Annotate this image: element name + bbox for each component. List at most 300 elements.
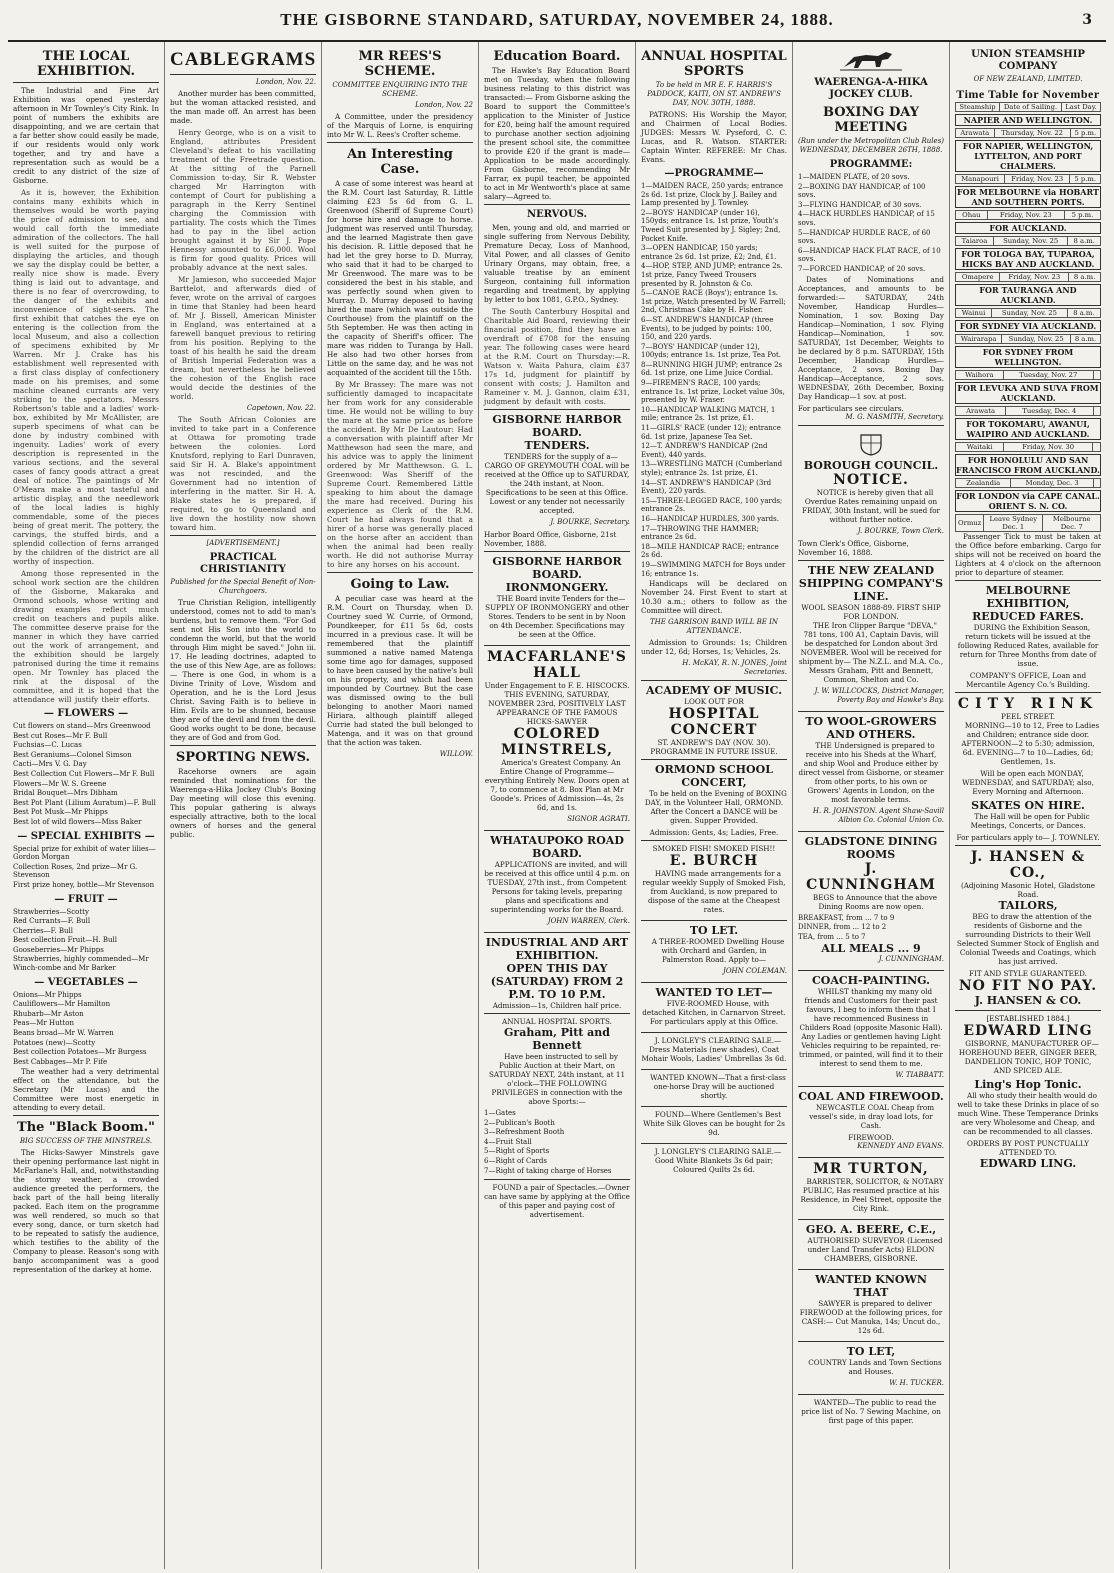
borough-crest-icon: [798, 431, 944, 457]
route-date-cell: Monday, Dec. 3: [1011, 479, 1093, 488]
route-last-cell: 8 a.m.: [1070, 335, 1100, 344]
fit-style-guaranteed: FIT AND STYLE GUARANTEED.: [969, 969, 1087, 978]
cable-para-1: Another murder has been committed, but the woman attacked resisted, and the man made off. An arrest has been made.: [170, 89, 316, 125]
route-last-cell: [1093, 443, 1101, 452]
tenders-office: Harbor Board Office, Gisborne, 21st November, 1888.: [484, 530, 617, 548]
coal-firewood-ad: [798, 1086, 944, 1157]
melbourne-exhibition-text: DURING the Exhibition Season, return tickets will be issued at the following Reduced Rates, available for return for Three Months from date of issue.: [957, 623, 1099, 668]
route-heading: FOR NAPIER, WELLINGTON, LYTTELTON, AND PORT CHALMERS.: [955, 140, 1101, 172]
hospital-sports-heading: ANNUAL HOSPITAL SPORTS: [641, 49, 787, 79]
sports-admission: Admission to Grounds: 1s; Children under 12, 6d; Horses, 1s; Vehicles, 2s.: [641, 638, 787, 657]
edward-ling-heading: EDWARD LING: [963, 1023, 1093, 1039]
hospital-sports-sub: To be held in MR E. F. HARRIS'S PADDOCK, KAITI, ON ST. ANDREW'S DAY, NOV. 30TH, 1888.: [647, 81, 781, 107]
interesting-case-text: A case of some interest was heard at the R.M. Court last Saturday, R. Little claiming £23 5s 6d from G. L. Greenwood (Sheriff of Supreme Court) for horse hire and damage to horse. Judgment was reserved until Thursday, and the learned Magistrate then gave his decision. R. Little deposed that he had let the grey horse to D. Murray, who said that it had to be charged to Mr Greenwood. The mare was to be considered the best in his stable, and was perfectly sound when given to Murray. D. Murray deposed to having hired the mare (which was outside the Courthouse) from the plaintiff on the 5th September. He was then acting in the capacity of Sheriff's officer. The mare was ridden to Turanga by Hall. He also had two other horses from Little on the same day, and he was not acquainted of the accident till the 15th.: [327, 179, 473, 377]
city-rink-days: Will be open each MONDAY, WEDNESDAY, and SATURDAY; also, Every Morning and Afternoon.: [962, 769, 1094, 796]
tailors-heading: TAILORS,: [998, 899, 1058, 912]
turton-text: BARRISTER, SOLICITOR, & NOTARY PUBLIC, Has resumed practice at his Residence, in Peel Street, opposite the City Rink.: [800, 1177, 944, 1214]
list-item: 13—WRESTLING MATCH (Cumberland style); entrance 2s. 1st prize, £1.: [641, 460, 783, 477]
exhibition-para-2: As it is, however, the Exhibition contains many exhibits which in themselves would be worth paying the price of admission to see, and would call forth the immediate admiration of the collectors. The hall is well suited for the purpose of displaying the articles, and though we say the display could be better, a really nice show is made. Every thing is laid out to advantage, and there is no fear of overcrowding, to the danger of the exhibits and inconvenience of sight-seers. The first exhibit that catches the eye on entering is the collection from the local Museum, and also a collection of specimens exhibited by Mr Warren. Mr J. Crake has his establishment well represented with a first class display of confectionery made on his premises, and some machine cleaned currants are very striking to the spectators. Messrs Robertson's table and a ladies' work-box, exhibited by Mr McAllister, are superb specimens of what can be done by industry combined with ingenuity. Ladies' work of every description is represented in the various sections, and the several cases of fancy goods attract a great deal of notice. The paintings of Mr O'Meara make a most tasteful and artistic display, and the needlework of the local ladies is highly commendable, some of the pieces being of great merit. The pottery, the carvings, the stuffed birds, and a splendid collection of ferns arranged by the children of the district are all worthy of inspection.: [13, 188, 159, 566]
beere-heading: GEO. A. BEERE, C.E.,: [805, 1223, 937, 1237]
list-item: Peas—Mr Hutton: [13, 1019, 75, 1028]
timetable-routes: [955, 114, 1101, 532]
smoked-fish-ad: [641, 840, 787, 920]
list-item: Best Cabbages—Mr P. Fife: [13, 1057, 108, 1066]
found-gloves-ad: [641, 1106, 787, 1143]
graham-pitt-bennett-heading: Graham, Pitt and Bennett: [504, 1026, 610, 1052]
hansen-signature: J. HANSEN & CO.: [974, 994, 1082, 1007]
list-item: Best lot of wild flowers—Miss Baker: [13, 817, 142, 826]
academy-of-music-ad: [641, 680, 787, 759]
sewing-machine-text: WANTED—The public to read the price list of No. 7 Sewing Machine, on first page of this paper.: [801, 1398, 941, 1426]
clearing-sale-ad: [641, 1032, 787, 1069]
rees-dateline: London, Nov. 22: [415, 101, 473, 109]
horse-racing-icon: [798, 47, 944, 73]
circulars-note: For particulars see circulars.: [798, 403, 904, 413]
exhibition-para-1: The Industrial and Fine Art Exhibition was opened yesterday afternoon in Mr Townley's City Rink. In point of numbers the exhibits are disappointing, and we are certain that a far better show could easily be made, if our residents would only work together, and try and have a representation such as would be a credit to any district of the size of Gisborne.: [13, 86, 159, 185]
melbourne-exhibition-ad: [955, 580, 1101, 692]
city-rink-hall: The Hall will be open for Public Meetings, Concerts, or Dances.: [970, 812, 1090, 830]
timetable-heading: Time Table for November: [956, 87, 1100, 101]
header-cell: Steamship: [956, 103, 1000, 112]
exhibition-para-3: Among those represented in the school work section are the children of the Gisborne, Makaraka and Ormond schools, whose writing and drawing examples reflect much credit on teachers and pupils alike. The committee deserve praise for the manner in which they have carried out the work of arrangement, and the exhibition should be largely patronised during the time it remains open. Mr Townley has placed the rink at the disposal of the committee, and it is hoped that the attendance will justify their efforts.: [13, 569, 159, 704]
route-heading: FOR TOLOGA BAY, TUPAROA, HICKS BAY AND AUCKLAND.: [955, 248, 1101, 270]
beere-text: AUTHORISED SURVEYOR (Licensed under Land Transfer Acts) ELDON CHAMBERS, GISBORNE.: [807, 1236, 943, 1264]
route-ship-cell: Waitaki: [956, 443, 1004, 452]
advertisement-tag: [ADVERTISEMENT.]: [206, 539, 280, 547]
fruit-heading: — FRUIT —: [54, 893, 118, 905]
fruit-list: [13, 908, 159, 973]
route-date-cell: Thursday, Nov. 22: [994, 129, 1070, 138]
route-heading: FOR MELBOURNE via HOBART AND SOUTHERN PORTS.: [955, 186, 1101, 208]
turton-heading: MR TURTON,: [813, 1161, 929, 1178]
notice-office: Town Clerk's Office, Gisborne, November 16, 1888.: [798, 538, 909, 557]
garrison-band-note: THE GARRISON BAND WILL BE IN ATTENDANCE.: [650, 618, 778, 636]
column-7: [950, 42, 1106, 1569]
route-heading: FOR AUCKLAND.: [955, 222, 1101, 234]
list-item: 3—Refreshment Booth: [484, 1128, 565, 1137]
flowers-list: [13, 722, 159, 827]
skates-on-hire: SKATES ON HIRE.: [971, 799, 1085, 812]
tenders-heading: TENDERS.: [524, 439, 590, 452]
route-heading: FOR LONDON via CAPE CANAL. ORIENT S. N. CO.: [956, 491, 1100, 511]
country-lands-ad: [798, 1341, 944, 1394]
beere-surveyor-ad: [798, 1219, 944, 1269]
shipping-signature: J. W. WILLCOCKS, District Manager, Poverty Bay and Hawke's Bay.: [814, 686, 944, 704]
list-item: Red Currants—F. Bull: [13, 917, 91, 926]
route-last-cell: 8 a.m.: [1067, 309, 1100, 318]
header-cell: Date of Sailing.: [999, 103, 1061, 112]
macfarlanes-hall-signature: SIGNOR AGRATI.: [567, 815, 630, 823]
list-item: 16—HANDICAP HURDLES, 300 yards.: [641, 514, 779, 523]
no-fit-no-pay: NO FIT NO PAY.: [958, 978, 1098, 994]
future-programme-note: PROGRAMME IN FUTURE ISSUE.: [650, 747, 778, 757]
route-date-cell: Friday, Nov. 23: [1000, 273, 1069, 282]
list-item: Strawberries—Scotty: [13, 907, 89, 916]
sporting-news-heading: SPORTING NEWS.: [175, 750, 311, 765]
list-item: 2—BOYS' HANDICAP (under 16), 150yds; entrance 1s. 1st prize, Youth's Tweed Suit presented by J. Sigley; 2nd, Pocket Knife.: [641, 208, 781, 243]
list-item: Cut flowers on stand—Mrs Greenwood: [13, 722, 151, 730]
whataupoko-heading: WHATAUPOKO ROAD BOARD.: [490, 834, 624, 860]
route-date-cell: Sunday, Nov. 25: [992, 309, 1068, 318]
dining-rooms-text: BEGS to Announce that the above Dining Rooms are now open.: [812, 892, 938, 911]
races-list: [798, 173, 944, 274]
list-item: 10—HANDICAP WALKING MATCH, 1 mile; entrance 2s. 1st prize, £1.: [641, 405, 776, 423]
sawyer-text: SAWYER is prepared to deliver FIREWOOD at the following prices, for CASH:— Cut Manuka, 14s; Uncut do., 12s 6d.: [799, 1299, 943, 1336]
harbor-board-heading: GISBORNE HARBOR BOARD.: [492, 413, 622, 439]
jockey-club-heading: WAERENGA-A-HIKA JOCKEY CLUB.: [814, 77, 928, 100]
route-date-cell: Sunday, Nov. 25: [993, 237, 1067, 246]
cable-dateline-2: Capetown, Nov. 22.: [246, 404, 316, 412]
rees-scheme-heading: MR REES'S SCHEME.: [358, 49, 442, 79]
route-heading: NAPIER AND WELLINGTON.: [955, 114, 1101, 126]
cablegrams-heading: CABLEGRAMS: [170, 49, 317, 70]
list-item: Special prize for exhibit of water lilies—Gordon Morgan: [13, 844, 156, 862]
industrial-exhibition-hours: OPEN THIS DAY (SATURDAY) FROM 2 P.M. TO 10 P.M.: [490, 962, 624, 1001]
route-heading: FOR TAURANGA AND AUCKLAND.: [955, 284, 1101, 306]
city-rink-signature: For particulars apply to— J. TOWNLEY.: [956, 833, 1100, 842]
table-row: [955, 514, 1101, 532]
union-steamship-sub: OF NEW ZEALAND, LIMITED.: [973, 75, 1083, 83]
list-item: Onions—Mr Phipps: [13, 990, 82, 999]
ormond-concert-text: To be held on the Evening of BOXING DAY, in the Volunteer Hall, ORMOND. After the Concert a DANCE will be given. Supper Provided.: [644, 789, 787, 826]
interesting-case-text-2: By Mr Brassey: The mare was not sufficiently damaged to incapacitate her from work for any considerable time. He would not be willing to buy the mare at the same price as before the accident. By Mr De Lautour: Had a conversation with plaintiff after Mr Matthewson had seen the mare, and his advice was to apply the liniment ordered by Mr Matthewson. G. L. Greenwood: Was Sheriff of the Supreme Court. Remembered Little speaking to him about the damage the mare had received. During his experience as Clerk of the R.M. Court he had always found that a hirer of a horse was generally placed on the horse after an accident than when the animal had been really worth. He did not authorise Murray to hire any horses on his account.: [327, 380, 473, 569]
ormond-concert-admission: Admission: Gents, 4s; Ladies, Free.: [649, 828, 779, 838]
black-boom-heading: The "Black Boom.": [17, 1120, 155, 1136]
route-ship-cell: Ormuz: [956, 515, 984, 532]
route-ship-cell: Ohau: [956, 211, 988, 220]
rees-scheme-sub: COMMITTEE ENQUIRING INTO THE SCHEME.: [332, 81, 468, 98]
list-item: 19—SWIMMING MATCH for Boys under 16; entrance 1s.: [641, 560, 786, 578]
edward-ling-text: All who study their health would do well to take these Drinks in place of so much Wine. These Temperance Drinks are very Wholesome and Cheap, and can be recommended to all classes.: [957, 1091, 1099, 1136]
list-item: 7—Right of taking charge of Horses: [484, 1166, 612, 1175]
shipping-sub: WOOL SEASON 1888-89. FIRST SHIP FOR LONDON.: [801, 602, 941, 621]
list-item: First prize honey, bottle—Mr Stevenson: [13, 880, 155, 889]
weather-para: The weather had a very detrimental effect on the attendance, but the Secretary (Mr Lucas) and the Committee were most energetic in attending to every detail.: [13, 1067, 159, 1113]
industrial-exhibition-ad: [484, 932, 630, 1013]
route-date-cell: Tuesday, Dec. 4: [1006, 407, 1093, 416]
notice-text: NOTICE is hereby given that all Overdue Rates remaining unpaid on FRIDAY, 30th Instant, will be sued for without further notice.: [801, 487, 940, 524]
list-item: 4—HOP, STEP, AND JUMP; entrance 2s. 1st prize, Fancy Tweed Trousers presented by R. Johnston & Co.: [641, 262, 783, 288]
burch-name: E. BURCH: [669, 853, 759, 870]
list-item: Bridal Bouquet—Mrs Dibham: [13, 789, 118, 798]
practical-christianity-text: True Christian Religion, intelligently understood, comes not to add to man's burdens, but to remove them. "For God sent not His Son into the world to condemn the world, but that the world through Him might be saved." John iii. 17. He leading doctrines, adapted to the use of this New Age, are as follows:— There is one God, in whom is a Divine Trinity of Love, Wisdom and Operation, and he is the Lord Jesus Christ. Saving Faith is to believe in Him. Evils are to be shunned, because they are of the devil and from the devil. Good works ought to be done, because they are of God and from God.: [170, 598, 316, 742]
list-item: 11—GIRLS' RACE (under 12); entrance 6d. 1st prize, Japanese Tea Set.: [641, 424, 781, 441]
special-list: [13, 845, 159, 890]
timetable: [955, 102, 1101, 112]
list-item: Strawberries, highly commended—Mr Winch-combe and Mr Barker: [13, 955, 149, 973]
whataupoko-signature: JOHN WARREN, Clerk.: [547, 917, 630, 925]
practical-christianity-heading: PRACTICAL CHRISTIANITY: [200, 552, 286, 575]
list-item: 17—THROWING THE HAMMER; entrance 2s 6d.: [641, 524, 759, 542]
jockey-club-signature: M. G. NASMITH, Secretary.: [845, 412, 944, 421]
list-item: 5—HANDICAP HURDLE RACE, of 60 sovs.: [798, 228, 931, 246]
list-item: 14—ST. ANDREW'S HANDICAP (3rd Event), 220 yards.: [641, 478, 772, 496]
route-last-cell: 5 p.m.: [1070, 175, 1101, 184]
coal-heading: COAL AND FIREWOOD.: [798, 1090, 944, 1104]
article-signature: WILLOW.: [439, 750, 473, 758]
table-row: [955, 128, 1101, 138]
list-item: Best Pot Plant (Lilium Auratum)—F. Bull: [13, 798, 156, 807]
wanted-to-let-heading: WANTED TO LET—: [655, 986, 773, 1000]
list-item: 12—T. ANDREW'S HANDICAP (2nd Event), 440 yards.: [641, 442, 768, 459]
going-to-law-heading: Going to Law.: [350, 577, 450, 592]
list-item: Cacti—Mrs V. G. Day: [13, 760, 87, 769]
city-rink-heading: CITY RINK: [957, 696, 1099, 712]
list-item: 4—HACK HURDLES HANDICAP, of 15 sovs.: [798, 210, 935, 227]
sports-programme-heading: —PROGRAMME—: [664, 168, 764, 179]
list-item: 6—HANDICAP HACK FLAT RACE, of 10 sovs.: [798, 246, 941, 264]
sports-events-list: [641, 182, 787, 578]
table-row: [955, 308, 1101, 318]
list-item: 1—MAIDEN RACE, 250 yards; entrance 2s 6d. 1st prize, Clock by J. Bailey and Lamp presented by J. Townley.: [641, 182, 784, 208]
race-programme-heading: PROGRAMME:: [829, 159, 913, 170]
route-heading: FOR HONOLULU AND SAN FRANCISCO FROM AUCKLAND.: [956, 455, 1100, 475]
auction-privileges-ad: [484, 1013, 630, 1179]
route-ship-cell: Manapouri: [956, 175, 1005, 184]
list-item: 1—Gates: [484, 1109, 516, 1117]
list-item: 8—RUNNING HIGH JUMP; entrance 2s 6d. 1st prize, one Lime Juice Cordial.: [641, 360, 783, 378]
table-header-row: [956, 103, 1101, 112]
route-last-cell: [1093, 407, 1100, 416]
route-date-cell: Friday, Nov. 30: [1004, 443, 1093, 452]
column-2: [165, 42, 322, 1569]
education-board-text: The Hawke's Bay Education Board met on Tuesday, when the following business relating to this district was transacted:— From Gisborne asking the Board to support the Committee's application to the Minister of Justice for £20, being half the amount required to purchase another section adjoining the present school site, the committee to provide £20 if the grant is made—Application to be made accordingly. From Gisborne, recommending Mr Farrar, ex pupil teacher, be appointed to act in Mr Wentworth's place at same salary—Agreed to.: [484, 66, 630, 201]
to-let-text: A THREE-ROOMED Dwelling House with Orchard and Garden, in Palmerston Road. Apply to—: [651, 937, 785, 965]
union-steamship-heading: UNION STEAMSHIP COMPANY: [971, 49, 1085, 72]
borough-council-ad: [798, 425, 944, 560]
meal-times-list: [798, 914, 944, 942]
list-item: 4—Fruit Stall: [484, 1137, 532, 1146]
country-lands-text: COUNTRY Lands and Town Sections and Houses.: [808, 1358, 942, 1377]
sawyer-heading: WANTED KNOWN THAT: [815, 1273, 927, 1300]
wanted-known-ad: [641, 1069, 787, 1106]
route-ship-cell: Arawata: [956, 129, 995, 138]
orders-by-post: ORDERS BY POST PUNCTUALLY ATTENDED TO.: [966, 1139, 1090, 1157]
practical-christianity-sub: Published for the Special Benefit of Non-Churchgoers.: [170, 578, 316, 595]
local-news-text: The South Canterbury Hospital and Charitable Aid Board, reviewing their financial position, find they have an overdraft of £708 for the ensuing year. The following cases were heard at the R.M. Court on Thursday:—R. Watson v. Waita Pahura, claim £37 17s 1d, judgment for plaintiff by consent with costs; J. Hamilton and Rameiner v. M. J. Gannon, claim £31, judgment by default with costs.: [484, 307, 630, 406]
sawyer-firewood-ad: [798, 1269, 944, 1341]
route-ship-cell: Wairarapa: [956, 335, 1002, 344]
dining-rooms-signature: J. CUNNINGHAM.: [878, 955, 944, 964]
list-item: 6—Right of Cards: [484, 1156, 547, 1165]
table-row: [955, 406, 1101, 416]
ironmongery-heading: IRONMONGERY.: [505, 581, 609, 594]
route-ship-cell: Wainui: [956, 309, 992, 318]
macfarlanes-hall-sub: Under Engagement to F. E. HISCOCKS.: [484, 681, 630, 690]
route-date-cell: Friday, Nov. 23: [1005, 175, 1070, 184]
nervous-text: Men, young and old, and married or single suffering from Nervous Debility, Premature Decay, Loss of Manhood, Vital Power, and all classes of Genito Urinary Organs, may obtain, free, a valuable treatise by an eminent Surgeon, containing full information regarding and treatment, by applying by letter to box 1081, G.P.O., Sydney.: [484, 223, 630, 304]
column-6: [793, 42, 950, 1569]
cunningham-name: J. CUNNINGHAM: [806, 860, 936, 893]
list-item: 1—MAIDEN PLATE, of 20 sovs.: [798, 173, 910, 181]
cable-para-3: Mr Jamieson, who succeeded Major Barttelot, and afterwards died of fever, wrote on the arrival of cargoes in time that Stanley had been heard of. Mr J. Bissell, American Minister in England, was entertained at a farewell banquet previous to retiring from his position. Replying to the toast of his health he said the dream of British Imperial Federation was a dream, but nevertheless he believed the cohesion of the English race would decide the destinies of the world.: [170, 275, 316, 401]
cable-dateline-1: London, Nov. 22.: [255, 78, 316, 86]
list-item: TEA, from ... 5 to 7: [798, 932, 866, 941]
edward-ling-ad: [955, 1010, 1101, 1173]
list-item: 18—MILE HANDICAP RACE; entrance 2s 6d.: [641, 542, 779, 560]
page-number: 3: [1082, 12, 1092, 28]
list-item: 7—BOYS' HANDICAP (under 12), 100yds; entrance 1s. 1st prize, Tea Pot.: [641, 342, 782, 360]
list-item: Rhubarb—Mr Aston: [13, 1009, 84, 1018]
black-boom-subheading: BIG SUCCESS OF THE MINSTRELS.: [19, 1137, 153, 1146]
ironmongery-ad: [484, 551, 630, 645]
city-rink-times: MORNING—10 to 12, Free to Ladies and Children; entrance side door. AFTERNOON—2 to 5:30; admission, 6d. EVENING—7 to 10—Ladies, 6d; Gentlemen, 1s.: [961, 721, 1100, 766]
edward-ling-signature: EDWARD LING.: [979, 1157, 1077, 1170]
whataupoko-road-board-ad: [484, 830, 630, 932]
list-item: DINNER, from ... 12 to 2: [798, 923, 887, 932]
boxing-day-sub: (Run under the Metropolitan Club Rules) WEDNESDAY, DECEMBER 26TH, 1888.: [798, 137, 945, 154]
macfarlanes-hall-text-2: America's Greatest Company. An Entire Change of Programme—everything Entirely New. Doors open at 7, to commence at 8. Box Plan at Mr Goode's. Prices of Admission—4s, 2s 6d, and 1s.: [484, 758, 630, 812]
route-heading: FOR LEVUKA AND SUVA FROM AUCKLAND.: [955, 382, 1101, 404]
smoked-fish-heading: SMOKED FISH! SMOKED FISH!!: [652, 844, 776, 854]
route-last-cell: 5 p.m.: [1070, 129, 1100, 138]
route-last-cell: 8 a.m.: [1069, 273, 1101, 282]
route-ship-cell: Taiaroa: [956, 237, 994, 246]
shipping-heading: THE NEW ZEALAND SHIPPING COMPANY'S LINE.: [798, 563, 944, 603]
vegetables-heading: — VEGETABLES —: [34, 976, 138, 988]
route-ship-cell: Zealandia: [956, 479, 1011, 488]
passenger-note: Passenger Tick to must be taken at the Office before embarking. Cargo for ships will not be received on board the Lighters at 4 o'clock on the afternoon prior to departure of steamer.: [955, 532, 1101, 577]
column-3: [322, 42, 479, 1569]
column-4: [479, 42, 636, 1569]
list-item: 2—Publican's Booth: [484, 1118, 555, 1127]
education-board-heading: Education Board.: [493, 49, 621, 64]
dining-rooms-ad: [798, 831, 944, 971]
city-rink-sub: PEEL STREET.: [1000, 712, 1056, 721]
column-1: [8, 42, 165, 1569]
ironmongery-text: THE Board invite Tenders for the— SUPPLY OF IRONMONGERY and other Stores. Tenders to be sent in by Noon on 4th December. Specifications may be seen at the Office.: [485, 594, 629, 639]
found-gloves-text: FOUND—Where Gentlemen's Best White Silk Gloves can be bought for 2s 9d.: [643, 1110, 785, 1138]
sporting-news-text: Racehorse owners are again reminded that nominations for the Waerenga-a-Hika Jockey Club's Boxing Day meeting will close this evening. This popular gathering is always especially attractive, both to the local owners of horses and the general public.: [170, 767, 316, 839]
hospital-sports-officials: PATRONS: His Worship the Mayor, and Chairmen of Local Bodies. JUDGES: Messrs W. Pyseford, C. C. Lucas, and R. Watson. STARTER: Captain Winter. REFEREE: Mr Chas. Evans.: [641, 110, 787, 164]
found-spectacles-text: FOUND a pair of Spectacles.—Owner can have same by applying at the Office of this paper and paying cost of advertisement.: [484, 1183, 630, 1220]
interesting-case-heading: An Interesting Case.: [347, 147, 453, 177]
macfarlanes-hall-text: THIS EVENING, SATURDAY, NOVEMBER 23rd, POSITIVELY LAST APPEARANCE OF THE FAMOUS HICKS-SAWYER: [488, 690, 626, 726]
list-item: 7—FORCED HANDICAP, of 20 sovs.: [798, 264, 926, 273]
rees-para: A Committee, under the presidency of the Marquis of Lorne, is enquiring into Mr W. L. Rees's Crofter scheme.: [327, 112, 473, 139]
clearing-sale-2-ad: [641, 1143, 787, 1180]
established-note: [ESTABLISHED 1884.]: [986, 1014, 1070, 1023]
wanted-to-let-text: FIVE-ROOMED House, with detached Kitchen, in Carnarvon Street. For particulars apply at this Office.: [642, 999, 786, 1027]
table-row: [955, 478, 1101, 488]
list-item: 5—CANOE RACE (Boys'); entrance 1s. 1st prize, Watch presented by W. Farrell; 2nd, Christmas Cake by H. Fisher.: [641, 289, 786, 315]
table-row: [955, 236, 1101, 246]
to-let-signature: JOHN COLEMAN.: [723, 967, 787, 976]
harbor-board-tenders-ad: [484, 409, 630, 551]
sewing-machine-ad: [798, 1394, 944, 1431]
local-exhibition-heading: THE LOCAL EXHIBITION.: [36, 49, 136, 79]
industrial-exhibition-admission: Admission—1s, Children half price.: [492, 1001, 622, 1010]
smoked-fish-text: HAVING made arrangements for a regular weekly Supply of Smoked Fish, from Auckland, is now prepared to dispose of the same at the Cheapest rates.: [642, 869, 786, 915]
tenders-signature: J. BOURKE, Secretary.: [550, 518, 630, 526]
firewood-label: FIREWOOD.: [848, 1133, 894, 1143]
wool-growers-text: THE Undersigned is prepared to receive into his Sheds at the Wharf, and ship Wool and Produce either by direct vessel from Gisborne, or steamer from other ports, to his own or Growers' Agents in London, on the most favorable terms.: [798, 740, 944, 804]
to-let-heading: TO LET.: [689, 924, 739, 938]
coach-painting-heading: COACH-PAINTING.: [811, 974, 930, 988]
boxing-day-heading: BOXING DAY MEETING: [823, 105, 919, 135]
table-row: [955, 174, 1101, 184]
list-item: 15—THREE-LEGGED RACE, 100 yards; entrance 2s.: [641, 496, 783, 514]
whataupoko-text: APPLICATIONS are invited, and will be received at this office until 4 p.m. on TUESDAY, 27th inst., from Competent Persons for taking levels, preparing plans and specifications and superintending works for the Board.: [484, 860, 630, 914]
notice-signature: J. BOURKE, Town Clerk.: [857, 526, 944, 535]
column-5: [636, 42, 793, 1569]
wool-growers-signature: H. R. JOHNSTON. Agent Shaw-Savill Albion Co. Colonial Union Co.: [812, 806, 944, 824]
cable-para-4: The South African Colonies are invited to take part in a Conference at Ottawa for promoting trade between the colonies. Lord Knutsford, replying to Earl Dunraven, said Sir H. A. Blake's appointment was not rescinded, and the Government had no intention of interfering in the matter. Sir H. A. Blake states he is prepared, if required, to go to Queensland and live down the hostility now shown toward him.: [170, 415, 316, 532]
cable-para-2: Henry George, who is on a visit to England, attributes President Cleveland's defeat to his vacillating treatment of the Freetrade question. At the sitting of the Parnell Commission to-day, Sir R. Webster charged Mr Harrington with contempt of Court for publishing a paragraph in the Kerry Sentinel charging the Commission with partiality. The costs which the Times had to pay in the libel action brought against it by Sir J. Pope Hennessy amounted to £6,000. Wool is firm for good quality. Prices will probably advance at the next sales.: [170, 128, 316, 272]
route-date-cell: Leave Sydney Dec. 1: [984, 515, 1043, 532]
macfarlanes-hall-heading: MACFARLANE'S HALL: [487, 649, 627, 681]
industrial-exhibition-heading: INDUSTRIAL AND ART EXHIBITION.: [485, 936, 629, 962]
academy-lookout: LOOK OUT FOR: [684, 697, 744, 707]
list-item: 3—FLYING HANDICAP, of 30 sovs.: [798, 200, 922, 209]
country-lands-heading: TO LET,: [846, 1345, 896, 1359]
notice-heading: NOTICE.: [833, 471, 909, 488]
to-let-ad: [641, 920, 787, 982]
shipping-company-ad: [798, 560, 944, 711]
country-lands-signature: W. H. TUCKER.: [889, 1379, 944, 1388]
melbourne-exhibition-heading: MELBOURNE EXHIBITION, REDUCED FARES.: [972, 584, 1084, 623]
list-item: Best Collection Cut Flowers—Mr F. Bull: [13, 769, 155, 778]
clearing-sale-2-text: J. LONGLEY'S CLEARING SALE.—Good White Blankets 3s 6d pair; Coloured Quilts 2s 6d.: [654, 1147, 782, 1175]
route-last-cell: 8 a.m.: [1068, 237, 1101, 246]
list-item: 6—ST. ANDREW'S HANDICAP (three Events), to be judged by points: 100, 150, and 220 yards.: [641, 315, 774, 342]
header-cell: Last Day.: [1062, 103, 1101, 112]
masthead: [8, 0, 1106, 42]
list-item: Beans broad—Mr W. Warren: [13, 1029, 114, 1038]
ormond-concert-heading: ORMOND SCHOOL CONCERT,: [655, 763, 773, 790]
hansen-heading: J. HANSEN & CO.,: [970, 849, 1086, 881]
vegetables-list: [13, 991, 159, 1067]
list-item: Cauliflowers—Mr Hamilton: [13, 1000, 111, 1009]
coach-painting-text: WHILST thanking my many old friends and Customers for their past favours, I beg to inform them that I have recommenced Business in Childers Road (opposite Masonic Hall). Any Ladies or gentlemen having Light Vehicles requiring to be repainted, re-trimmed, or painted, will find it to their interest to send them to me.: [799, 987, 943, 1069]
route-last-cell: 5 p.m.: [1064, 211, 1100, 220]
table-row: [955, 334, 1101, 344]
coach-painting-signature: W. TIABBATT.: [895, 1071, 944, 1080]
list-item: Gooseberries—Mr Phipps: [13, 945, 104, 954]
list-item: Best Geraniums—Colonel Simson: [13, 750, 132, 759]
found-spectacles-ad: [484, 1179, 630, 1225]
dining-rooms-heading: GLADSTONE DINING ROOMS: [804, 834, 938, 861]
columns: [8, 42, 1106, 1569]
melbourne-exhibition-office: COMPANY'S OFFICE, Loan and Mercantile Agency Co.'s Building.: [966, 671, 1090, 689]
list-item: Best cut Roses—Mr F. Bull: [13, 731, 108, 740]
list-item: Collection Roses, 2nd prize—Mr G. Stevenson: [13, 862, 138, 880]
list-item: Best Pot Musk—Mr Phipps: [13, 808, 108, 817]
list-item: Best collection Potatoes—Mr Burgess: [13, 1048, 147, 1057]
hop-tonic-heading: Ling's Hop Tonic.: [974, 1078, 1082, 1091]
hansen-address: (Adjoining Masonic Hotel, Gladstone Road.: [960, 881, 1096, 899]
table-row: [955, 442, 1101, 452]
list-item: 9—FIREMEN'S RACE, 100 yards; entrance 1s. 1st prize, Locket value 30s, presented by W. Fraser.: [641, 379, 785, 405]
route-ship-cell: Waihora: [956, 371, 1004, 380]
table-row: [955, 210, 1101, 220]
route-ship-cell: Arawata: [956, 407, 1006, 416]
turton-ad: [798, 1157, 944, 1219]
hansen-tailors-ad: [955, 845, 1101, 1010]
edward-ling-sub: GISBORNE, MANUFACTURER OF— HOREHOUND BEER, GINGER BEER, DANDELION TONIC, HOP TONIC, AND SPICED ALE.: [958, 1039, 1099, 1075]
table-row: [955, 272, 1101, 282]
route-date-cell: Sunday, Nov. 25: [1002, 335, 1071, 344]
nomination-dates: Dates of Nominations and Acceptances, and amounts to be forwarded:— SATURDAY, 24th November, Handicap Hurdles—Nomination, 1 sov. Boxing Day Handicap—Nomination, 1 sov. Flying Handicap—Nomination, 1 sov. SATURDAY, 1st December, Weights to be declared by 8 p.m. SATURDAY, 15th December, Handicap Hurdles—Acceptance, 2 sovs. Boxing Day Handicap—Acceptance, 2 sovs. WEDNESDAY, 26th December, Boxing Day Handicap—1 sov. at post.: [798, 274, 944, 401]
macfarlanes-hall-ad: [484, 645, 630, 830]
borough-council-heading: BOROUGH COUNCIL.: [803, 458, 939, 472]
going-to-law-text: A peculiar case was heard at the R.M. Court on Thursday, when D. Courtney sued W. Currie, of Ormond, Poundkeeper, for £11 5s 6d, costs incurred in a previous case. It will be remembered that the plaintiff summoned a native named Matenga some time ago for damages, supposed to have been caused by the native's bull on his property, and which had been impounded by Courtney. But the case was dismissed owing to the bull belonging to another Maori named Hiriara, although plaintiff alleged Currie had stated the bull belonged to Matenga, and it was on that ground that the action was taken.: [327, 594, 473, 747]
coach-painting-ad: [798, 970, 944, 1086]
route-last-cell: [1093, 479, 1100, 488]
special-heading: — SPECIAL EXHIBITS —: [17, 830, 155, 842]
route-last-cell: Melbourne Dec. 7: [1043, 515, 1101, 532]
list-item: Best collection Fruit—H. Bull: [13, 936, 118, 945]
